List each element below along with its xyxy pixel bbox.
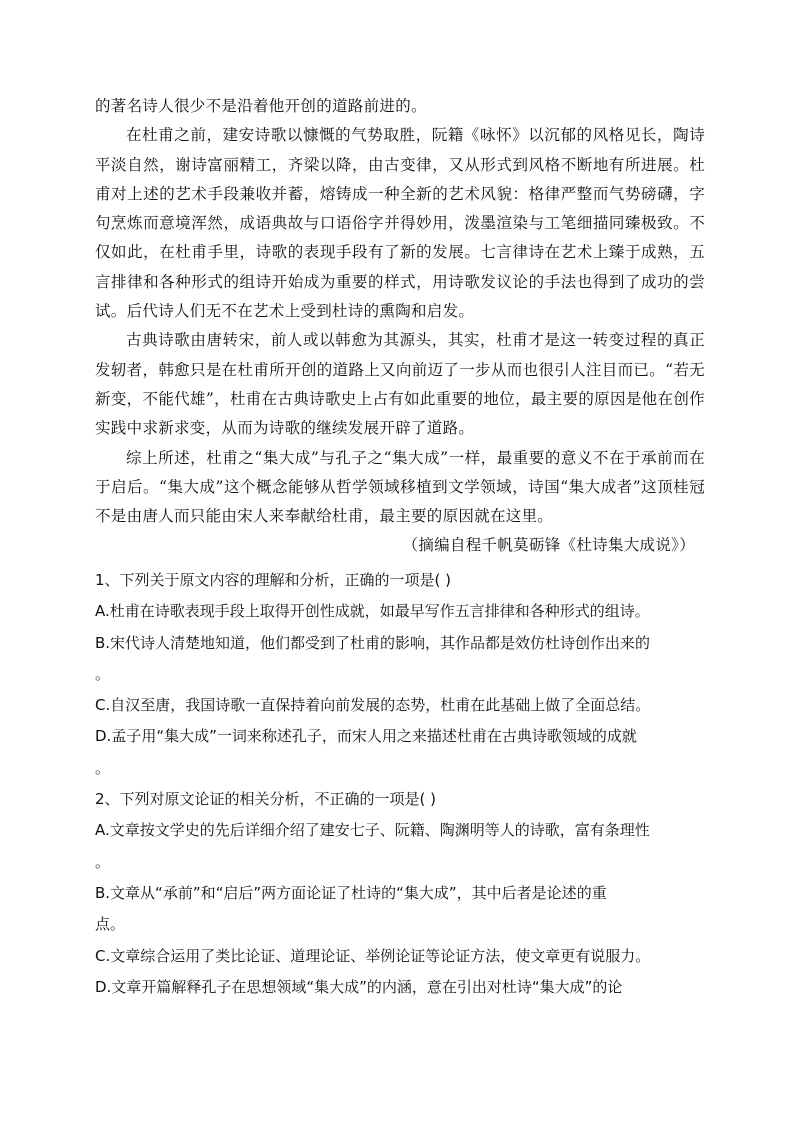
passage-paragraph-2: 在杜甫之前，建安诗歌以慷慨的气势取胜，阮籍《咏怀》以沉郁的风格见长，陶诗平淡自然，谢诗富丽精工，齐梁以降，由古变律，又从形式到风格不断地有所进展。杜甫对上述的艺术手段兼收并蓄，熔铸成一种全新的艺术风貌：格律严整而气势磅礴，字句烹炼而意境浑然，成语典故与口语俗字并得妙用，泼墨渲染与工笔细描同臻极致。不仅如此，在杜甫手里，诗歌的表现手段有了新的发展。七言律诗在艺术上臻于成熟，五言排律和各种形式的组诗开始成为重要的样式，用诗歌发议论的手法也得到了成功的尝试。后代诗人们无不在艺术上受到杜诗的熏陶和启发。 <box>95 126 705 321</box>
passage-source: （摘编自程千帆莫砺锋《杜诗集大成说》） <box>402 536 695 555</box>
question-1-option-c: C.自汉至唐，我国诗歌一直保持着向前发展的态势，杜甫在此基础上做了全面总结。 <box>95 696 651 715</box>
passage-paragraph-1: 的著名诗人很少不是沿着他开创的道路前进的。 <box>95 97 427 115</box>
question-1-option-d: D.孟子用“集大成”一词来称述孔子，而宋人用之来描述杜甫在古典诗歌领域的成就 <box>95 727 637 746</box>
question-1-option-a: A.杜甫在诗歌表现手段上取得开创性成就，如最早写作五言排律和各种形式的组诗。 <box>95 602 650 621</box>
question-2-stem: 2、下列对原文论证的相关分析，不正确的一项是( ) <box>95 790 437 809</box>
question-2-option-a-continued: 。 <box>95 852 111 871</box>
question-2-option-d: D.文章开篇解释孔子在思想领域“集大成”的内涵，意在引出对杜诗“集大成”的论 <box>95 977 623 996</box>
question-section <box>95 565 705 1003</box>
reading-passage <box>95 92 705 561</box>
question-1-option-d-continued: 。 <box>95 758 111 777</box>
question-2-option-b: B.文章从“承前”和“启后”两方面论证了杜诗的“集大成”，其中后者是论述的重 <box>95 883 607 902</box>
question-2-option-b-continued: 点。 <box>95 915 126 934</box>
passage-paragraph-3: 古典诗歌由唐转宋，前人或以韩愈为其源头，其实，杜甫才是这一转变过程的真正发轫者，韩愈只是在杜甫所开创的道路上又向前迈了一步从而也很引人注目而已。“若无新变，不能代雄”，杜甫在古典诗歌史上占有如此重要的地位，最主要的原因是他在创作实践中求新求变，从而为诗歌的继续发展开辟了道路。 <box>95 331 705 438</box>
question-2-option-c: C.文章综合运用了类比论证、道理论证、举例论证等论证方法，使文章更有说服力。 <box>95 946 651 965</box>
question-1-option-b-continued: 。 <box>95 664 111 683</box>
question-1-stem: 1、下列关于原文内容的理解和分析，正确的一项是( ) <box>95 571 452 589</box>
question-2-option-a: A.文章按文学史的先后详细介绍了建安七子、阮籍、陶渊明等人的诗歌，富有条理性 <box>95 821 650 840</box>
question-1-option-b: B.宋代诗人清楚地知道，他们都受到了杜甫的影响，其作品都是效仿杜诗创作出来的 <box>95 633 651 652</box>
passage-paragraph-4: 综上所述，杜甫之“集大成”与孔子之“集大成”一样，最重要的意义不在于承前而在于启后。“集大成”这个概念能够从哲学领域移植到文学领域，诗国“集大成者”这顶桂冠不是由唐人而只能由宋人来奉献给杜甫，最主要的原因就在这里。 <box>95 448 705 526</box>
